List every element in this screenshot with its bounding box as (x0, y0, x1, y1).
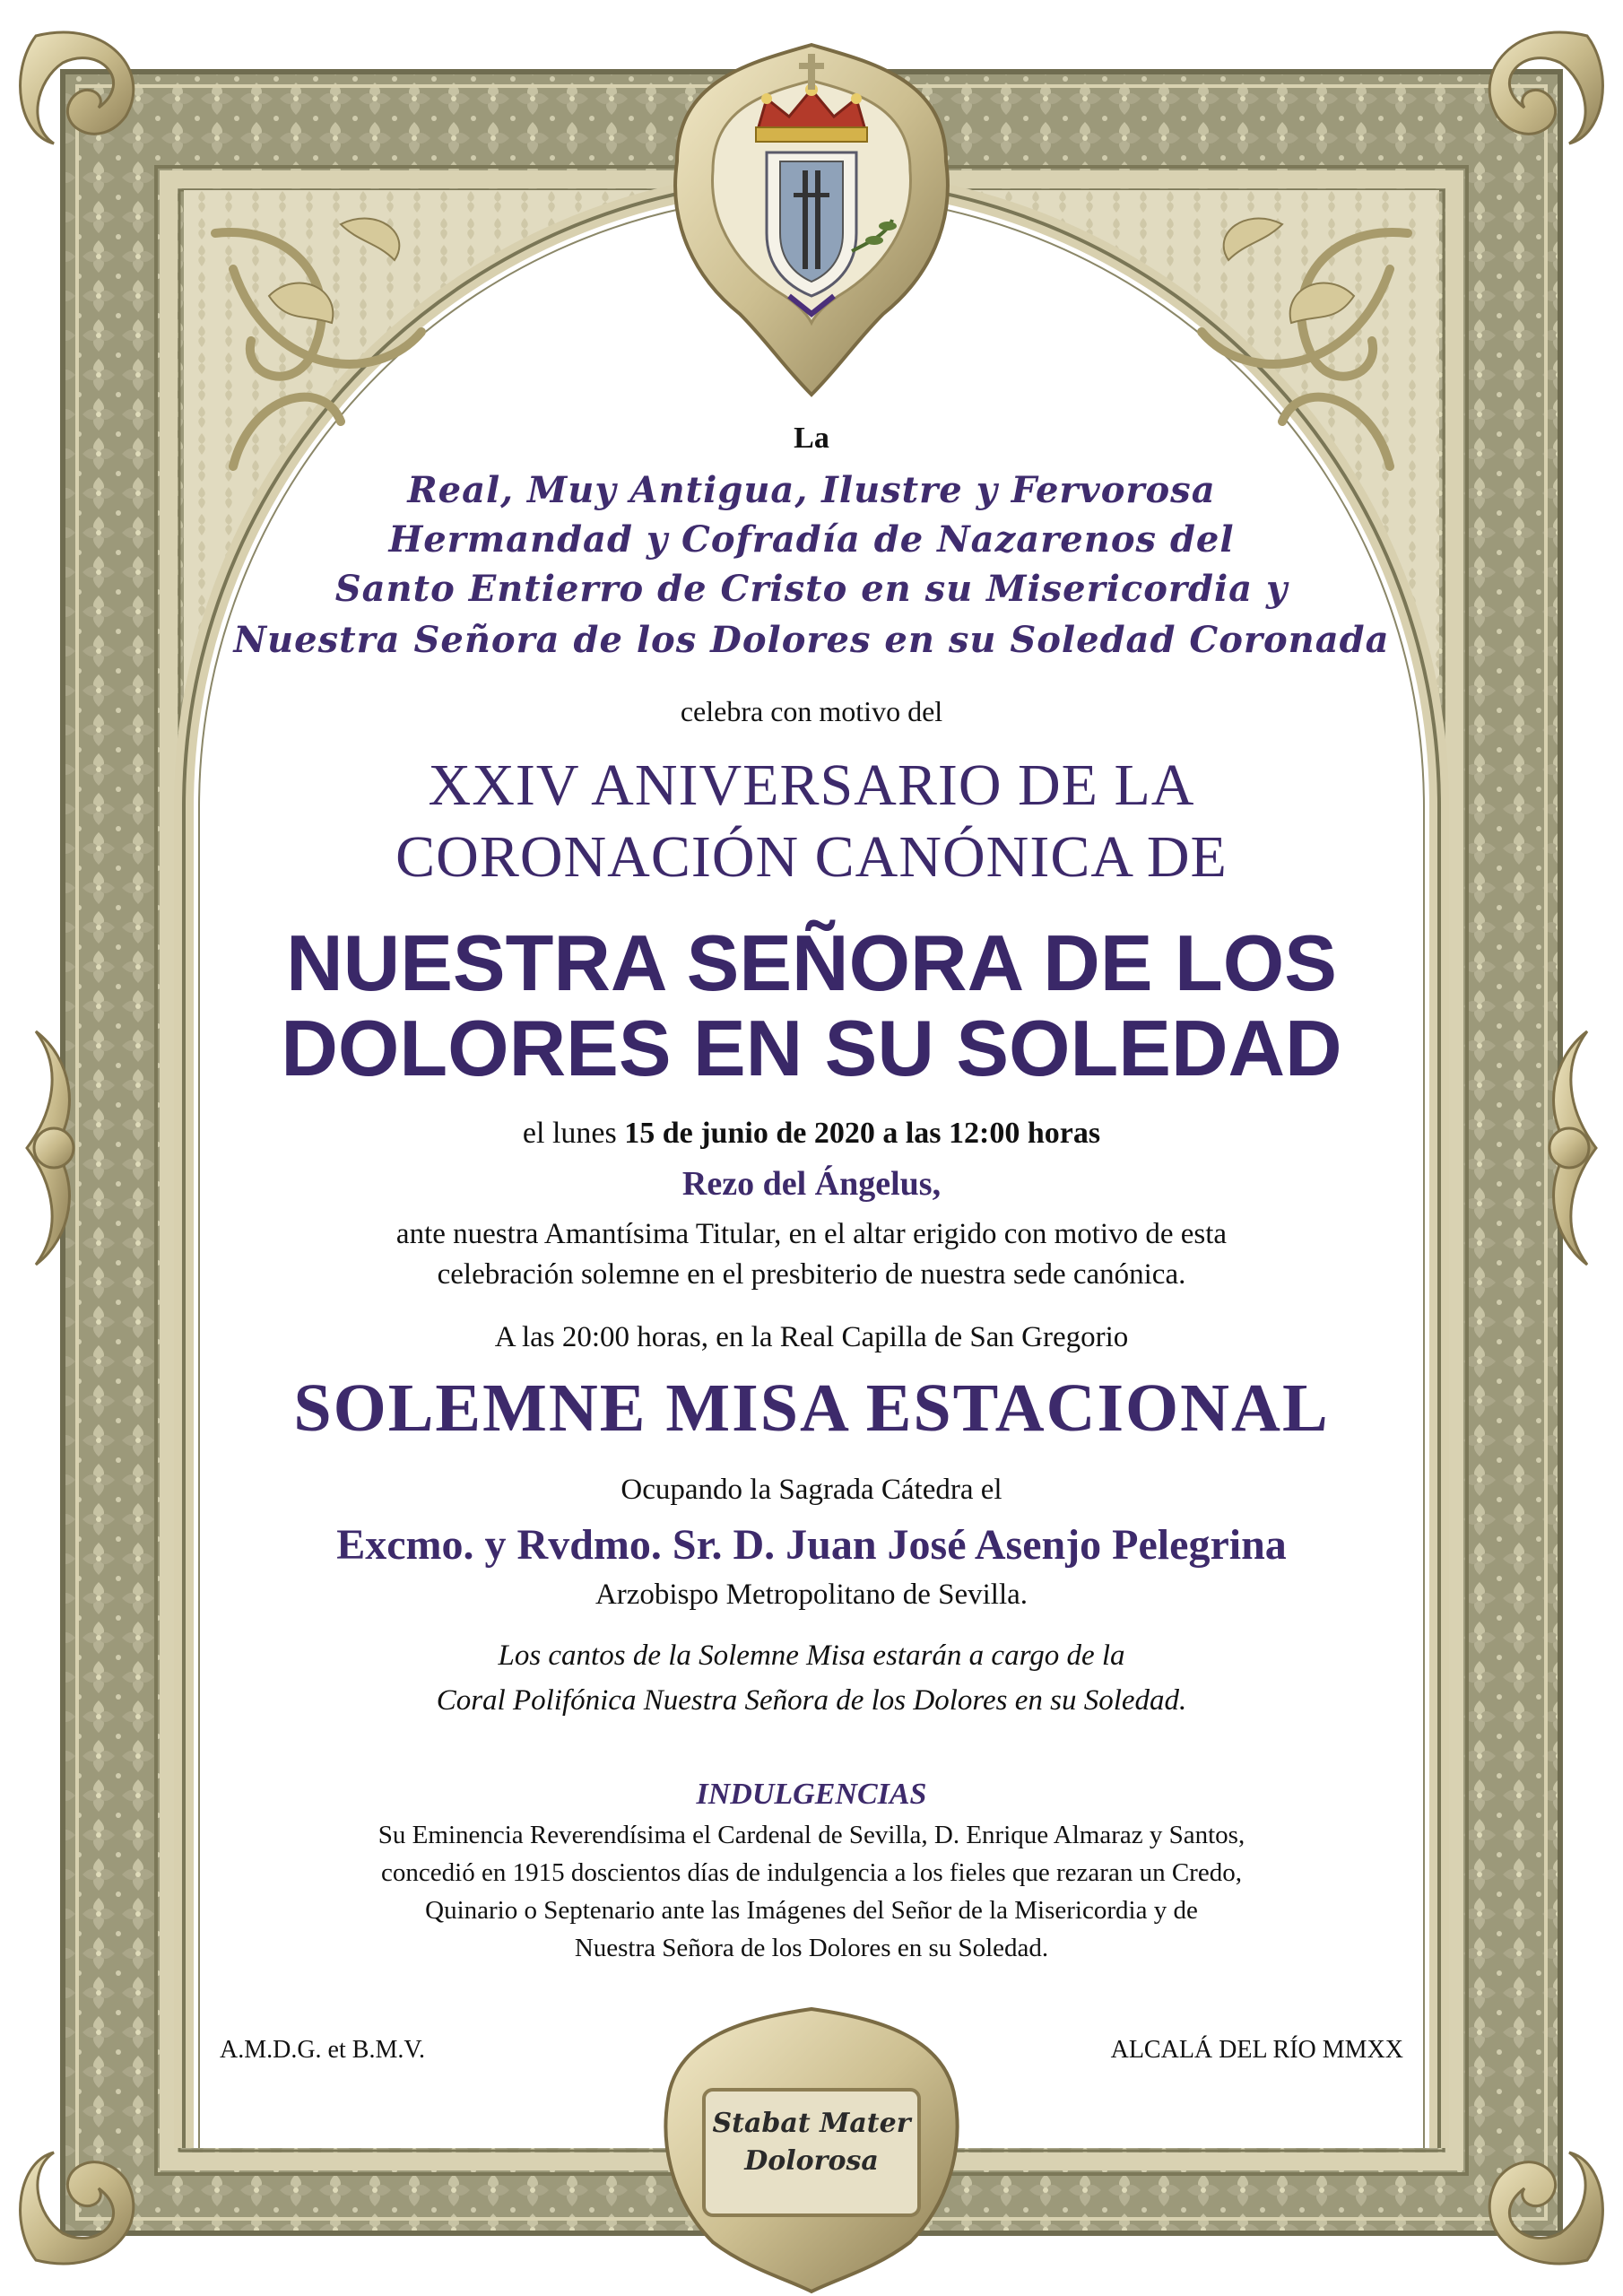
anniversary-line-2: CORONACIÓN CANÓNICA DE (395, 824, 1228, 890)
indulgences-line-3: Quinario o Septenario ante las Imágenes del Señor de la Misericordia y de (425, 1896, 1198, 1925)
virgin-title-line-2: DOLORES EN SU SOLEDAD (281, 1004, 1342, 1092)
brotherhood-line-2: Hermandad y Cofradía de Nazarenos del (388, 518, 1235, 561)
angelus-title: Rezo del Ángelus, (681, 1165, 942, 1203)
angelus-desc-2: celebración solemne en el presbiterio de nuestra sede canónica. (437, 1258, 1186, 1291)
brotherhood-line-1: Real, Muy Antigua, Ilustre y Fervorosa (407, 469, 1216, 511)
preacher-intro: Ocupando la Sagrada Cátedra el (621, 1474, 1002, 1506)
anniversary-line-1: XXIV ANIVERSARIO DE LA (428, 752, 1195, 818)
indulgences-line-1: Su Eminencia Reverendísima el Cardenal de Sevilla, D. Enrique Almaraz y Santos, (378, 1821, 1245, 1849)
brotherhood-line-3: Santo Entierro de Cristo en su Misericordia y (334, 568, 1289, 610)
plaque-line-2: Dolorosa (744, 2145, 879, 2177)
angelus-date (0, 1117, 1623, 1151)
celebrates-text: celebra con motivo del (680, 695, 943, 727)
mass-time-place: A las 20:00 horas, en la Real Capilla de San Gregorio (494, 1321, 1129, 1353)
virgin-title-line-1: NUESTRA SEÑORA DE LOS (286, 918, 1337, 1007)
footer-left-motto: A.M.D.G. et B.M.V. (220, 2036, 425, 2064)
plaque-line-1: Stabat Mater (712, 2108, 911, 2139)
indulgences-line-4: Nuestra Señora de los Dolores en su Soledad. (574, 1934, 1049, 1962)
indulgences-line-2: concedió en 1915 doscientos días de indulgencia a los fieles que rezaran un Credo, (381, 1858, 1242, 1887)
mass-title: SOLEMNE MISA ESTACIONAL (293, 1370, 1330, 1446)
preacher-name: Excmo. y Rvdmo. Sr. D. Juan José Asenjo Pelegrina (336, 1521, 1287, 1569)
heading-la: La (794, 422, 829, 455)
angelus-date-bold: 15 de junio de 2020 a las 12:00 horas (624, 1117, 1101, 1150)
indulgences-title: INDULGENCIAS (696, 1778, 927, 1811)
bottom-plaque (641, 2000, 982, 2296)
brotherhood-line-4: Nuestra Señora de los Dolores en su Soledad Coronada (233, 619, 1390, 661)
choir-line-2: Coral Polifónica Nuestra Señora de los Dolores en su Soledad. (436, 1684, 1187, 1717)
preacher-role: Arzobispo Metropolitano de Sevilla. (595, 1578, 1028, 1611)
choir-line-1: Los cantos de la Solemne Misa estarán a cargo de la (498, 1639, 1125, 1672)
angelus-date-prefix: el lunes (522, 1117, 625, 1150)
footer-right-place: ALCALÁ DEL RÍO MMXX (1110, 2036, 1403, 2064)
angelus-desc-1: ante nuestra Amantísima Titular, en el altar erigido con motivo de esta (395, 1218, 1228, 1250)
